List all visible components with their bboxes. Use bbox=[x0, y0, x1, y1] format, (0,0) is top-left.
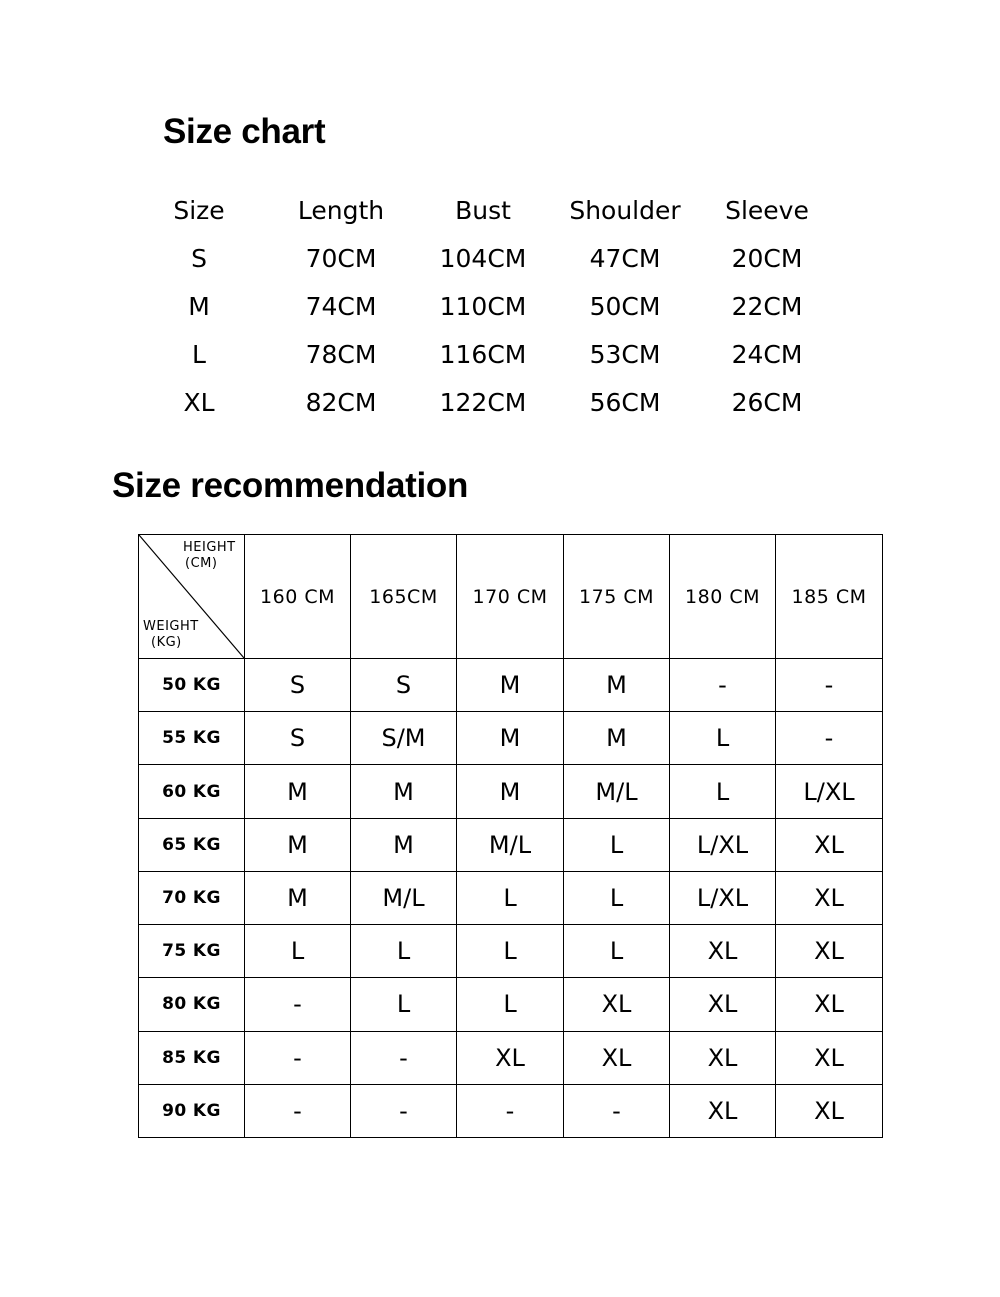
size-cell: M bbox=[245, 765, 351, 818]
size-chart-table bbox=[128, 186, 838, 426]
size-cell: M bbox=[564, 712, 670, 765]
weight-row bbox=[139, 1084, 883, 1137]
weight-row-label: 90 KG bbox=[139, 1084, 245, 1137]
weight-row-label: 70 KG bbox=[139, 871, 245, 924]
size-cell: M bbox=[351, 818, 457, 871]
size-cell: - bbox=[351, 1031, 457, 1084]
size-chart-cell: 53CM bbox=[589, 339, 661, 369]
size-chart-row bbox=[128, 234, 838, 282]
size-chart-cell: 82CM bbox=[305, 387, 377, 417]
size-chart-cell: M bbox=[188, 291, 210, 321]
size-cell: XL bbox=[776, 1084, 883, 1137]
size-cell: - bbox=[670, 659, 776, 712]
weight-row bbox=[139, 712, 883, 765]
size-chart-cell: S bbox=[191, 243, 207, 273]
size-cell: - bbox=[245, 978, 351, 1031]
size-chart-header-row bbox=[128, 186, 838, 234]
size-cell: M/L bbox=[564, 765, 670, 818]
size-chart-cell: 22CM bbox=[731, 291, 803, 321]
corner-cell bbox=[139, 535, 245, 659]
size-cell: XL bbox=[776, 925, 883, 978]
size-chart-title: Size chart bbox=[163, 112, 326, 151]
size-cell: L bbox=[245, 925, 351, 978]
size-cell: L bbox=[457, 978, 564, 1031]
size-cell: XL bbox=[670, 978, 776, 1031]
size-cell: - bbox=[564, 1084, 670, 1137]
size-cell: XL bbox=[457, 1031, 564, 1084]
size-chart-header-cell: Sleeve bbox=[725, 195, 809, 225]
size-cell: L bbox=[564, 818, 670, 871]
size-cell: L/XL bbox=[776, 765, 883, 818]
size-chart-header-cell: Shoulder bbox=[569, 195, 681, 225]
size-chart-cell: 110CM bbox=[439, 291, 527, 321]
size-chart-cell: 104CM bbox=[439, 243, 527, 273]
size-chart-header-cell: Bust bbox=[455, 195, 511, 225]
size-cell: XL bbox=[564, 1031, 670, 1084]
size-cell: - bbox=[457, 1084, 564, 1137]
size-cell: L bbox=[564, 871, 670, 924]
size-cell: S/M bbox=[351, 712, 457, 765]
weight-row bbox=[139, 925, 883, 978]
size-cell: - bbox=[245, 1031, 351, 1084]
size-cell: - bbox=[245, 1084, 351, 1137]
weight-row bbox=[139, 978, 883, 1031]
size-cell: M bbox=[351, 765, 457, 818]
size-cell: L bbox=[457, 871, 564, 924]
weight-row-label: 85 KG bbox=[139, 1031, 245, 1084]
size-cell: M bbox=[245, 818, 351, 871]
size-cell: M bbox=[457, 765, 564, 818]
weight-row-label: 65 KG bbox=[139, 818, 245, 871]
weight-row bbox=[139, 765, 883, 818]
size-cell: L bbox=[670, 712, 776, 765]
size-cell: XL bbox=[564, 978, 670, 1031]
corner-weight-unit: (KG) bbox=[151, 635, 182, 650]
size-cell: XL bbox=[776, 818, 883, 871]
size-cell: M/L bbox=[457, 818, 564, 871]
size-cell: S bbox=[245, 712, 351, 765]
weight-row-label: 55 KG bbox=[139, 712, 245, 765]
corner-height-unit: (CM) bbox=[185, 556, 218, 571]
weight-row-label: 60 KG bbox=[139, 765, 245, 818]
size-chart-cell: 20CM bbox=[731, 243, 803, 273]
weight-row bbox=[139, 871, 883, 924]
size-chart-cell: 26CM bbox=[731, 387, 803, 417]
corner-weight-label: WEIGHT bbox=[143, 619, 199, 634]
size-cell: M bbox=[457, 712, 564, 765]
weight-row-label: 80 KG bbox=[139, 978, 245, 1031]
size-cell: L bbox=[457, 925, 564, 978]
size-cell: L bbox=[564, 925, 670, 978]
size-cell: - bbox=[351, 1084, 457, 1137]
weight-row bbox=[139, 1031, 883, 1084]
size-cell: S bbox=[245, 659, 351, 712]
size-chart-cell: 78CM bbox=[305, 339, 377, 369]
size-chart-row bbox=[128, 330, 838, 378]
size-cell: M/L bbox=[351, 871, 457, 924]
height-header-row bbox=[139, 535, 883, 659]
height-header-cell: 175 CM bbox=[564, 535, 670, 659]
size-recommendation-title: Size recommendation bbox=[112, 466, 469, 505]
size-cell: XL bbox=[776, 978, 883, 1031]
size-cell: S bbox=[351, 659, 457, 712]
size-chart-row bbox=[128, 378, 838, 426]
size-chart-header-cell: Length bbox=[297, 195, 385, 225]
size-cell: L bbox=[351, 925, 457, 978]
size-cell: L bbox=[351, 978, 457, 1031]
height-header-cell: 170 CM bbox=[457, 535, 564, 659]
size-cell: - bbox=[776, 659, 883, 712]
size-cell: M bbox=[457, 659, 564, 712]
height-header-cell: 165CM bbox=[351, 535, 457, 659]
size-chart-header-cell: Size bbox=[173, 195, 225, 225]
weight-row-label: 50 KG bbox=[139, 659, 245, 712]
size-chart-cell: 70CM bbox=[305, 243, 377, 273]
corner-height-label: HEIGHT bbox=[183, 540, 236, 555]
size-chart-cell: XL bbox=[183, 387, 215, 417]
size-recommendation-table bbox=[138, 534, 883, 1138]
size-chart-cell: 74CM bbox=[305, 291, 377, 321]
weight-row bbox=[139, 818, 883, 871]
height-header-cell: 180 CM bbox=[670, 535, 776, 659]
weight-row bbox=[139, 659, 883, 712]
size-chart-cell: 24CM bbox=[731, 339, 803, 369]
size-chart-cell: 47CM bbox=[589, 243, 661, 273]
size-chart-cell: 122CM bbox=[439, 387, 527, 417]
height-header-cell: 160 CM bbox=[245, 535, 351, 659]
size-cell: XL bbox=[776, 871, 883, 924]
size-chart-cell: 116CM bbox=[439, 339, 527, 369]
size-cell: L/XL bbox=[670, 871, 776, 924]
size-cell: XL bbox=[670, 1084, 776, 1137]
size-chart-cell: 50CM bbox=[589, 291, 661, 321]
size-chart-row bbox=[128, 282, 838, 330]
size-cell: - bbox=[776, 712, 883, 765]
size-cell: L/XL bbox=[670, 818, 776, 871]
size-chart-cell: 56CM bbox=[589, 387, 661, 417]
height-header-cell: 185 CM bbox=[776, 535, 883, 659]
weight-row-label: 75 KG bbox=[139, 925, 245, 978]
size-cell: M bbox=[564, 659, 670, 712]
size-chart-cell: L bbox=[192, 339, 206, 369]
size-cell: XL bbox=[670, 1031, 776, 1084]
size-cell: L bbox=[670, 765, 776, 818]
size-cell: M bbox=[245, 871, 351, 924]
size-cell: XL bbox=[670, 925, 776, 978]
size-cell: XL bbox=[776, 1031, 883, 1084]
